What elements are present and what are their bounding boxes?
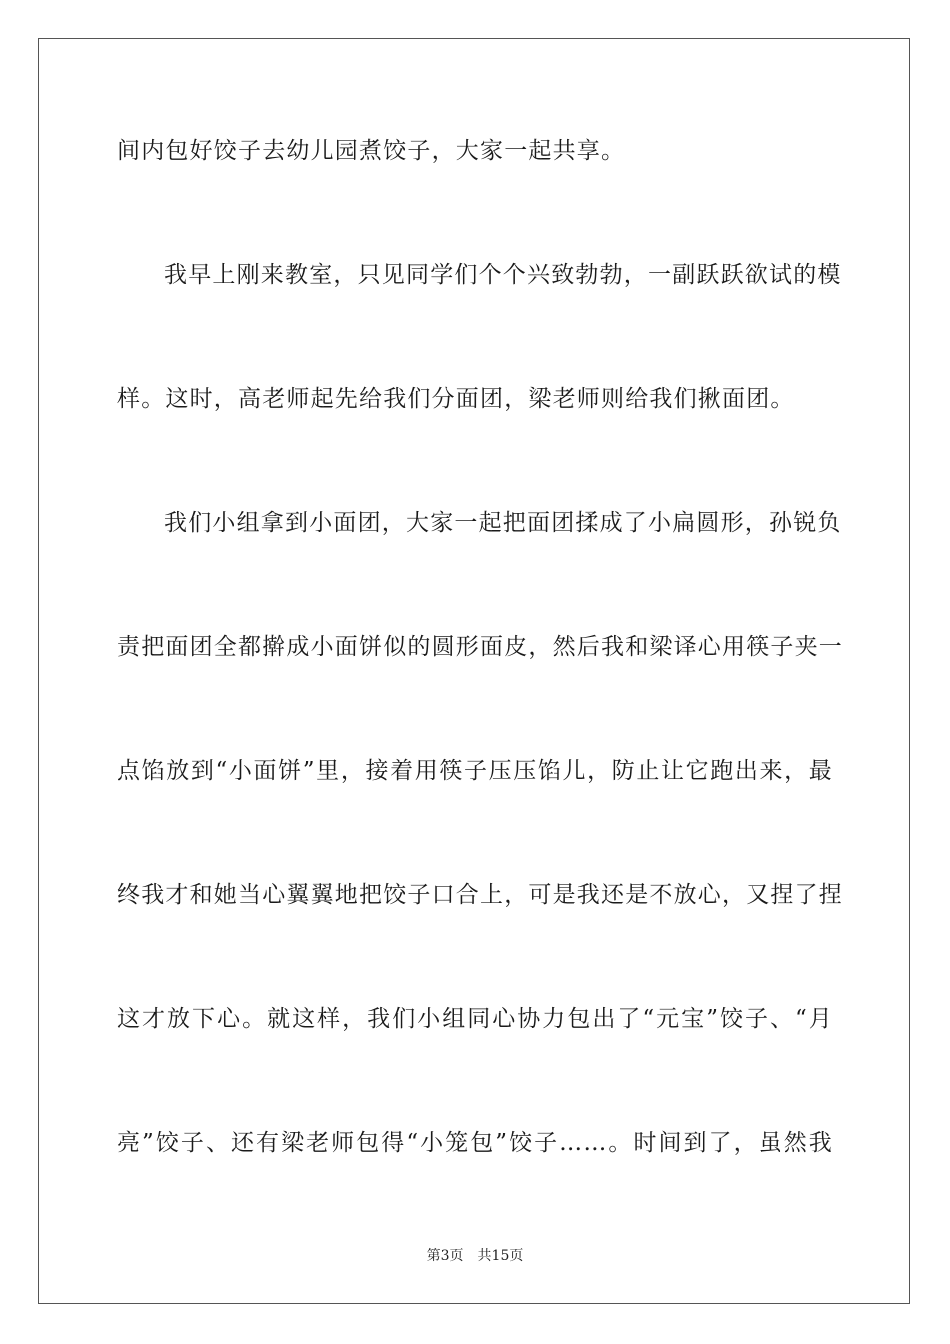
- paragraph-first-line: 我早上刚来教室，只见同学们个个兴致勃勃，一副跃跃欲试的模: [164, 262, 842, 288]
- page-border: [38, 38, 910, 1304]
- text-line: 责把面团全都擀成小面饼似的圆形面皮，然后我和梁译心用筷子夹一: [117, 634, 843, 660]
- text-line: 间内包好饺子去幼儿园煮饺子，大家一起共享。: [117, 138, 626, 164]
- text-line: 样。这时，高老师起先给我们分面团，梁老师则给我们揪面团。: [117, 386, 795, 412]
- page-footer: [0, 1247, 950, 1265]
- text-line: 终我才和她当心翼翼地把饺子口合上，可是我还是不放心，又捏了捏: [117, 882, 843, 908]
- text-line: 点馅放到“小面饼”里，接着用筷子压压馅儿，防止让它跑出来，最: [117, 758, 833, 784]
- text-line: 亮”饺子、还有梁老师包得“小笼包”饺子……。时间到了，虽然我: [117, 1130, 833, 1156]
- text-line: 这才放下心。就这样，我们小组同心协力包出了“元宝”饺子、“月: [117, 1006, 833, 1032]
- page-number: 第3页: [426, 1248, 464, 1264]
- paragraph-first-line: 我们小组拿到小面团，大家一起把面团揉成了小扁圆形，孙锐负: [164, 510, 842, 536]
- page-total: 共15页: [477, 1248, 524, 1264]
